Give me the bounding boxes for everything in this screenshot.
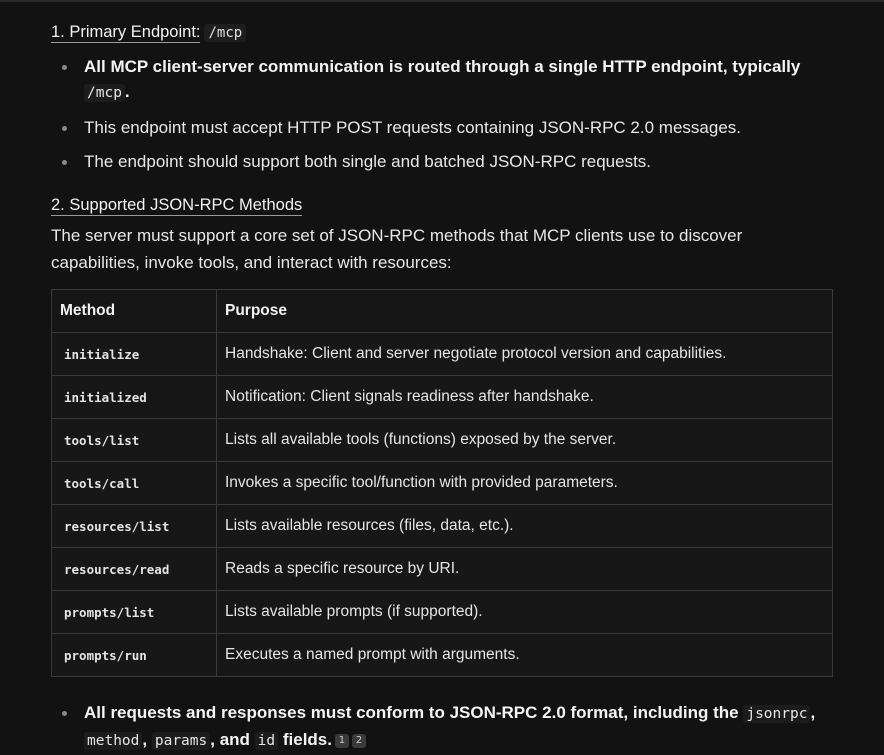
code-jsonrpc: jsonrpc xyxy=(743,705,810,723)
method-cell: prompts/list xyxy=(52,591,217,634)
bullet-text: This endpoint must accept HTTP POST requests containing JSON-RPC 2.0 messages. xyxy=(84,118,741,137)
table-row xyxy=(52,376,833,419)
code-id: id xyxy=(255,732,278,750)
methods-table xyxy=(51,289,833,677)
section-1-bullet-1 xyxy=(51,54,841,106)
method-cell: resources/read xyxy=(52,548,217,591)
purpose-cell: Lists all available tools (functions) exposed by the server. xyxy=(217,419,833,462)
purpose-cell: Notification: Client signals readiness after handshake. xyxy=(217,376,833,419)
method-cell: prompts/run xyxy=(52,634,217,677)
purpose-cell: Executes a named prompt with arguments. xyxy=(217,634,833,677)
method-cell: initialized xyxy=(52,376,217,419)
citation-badge[interactable]: 2 xyxy=(352,734,366,748)
section-1-heading-text: 1. Primary Endpoint: xyxy=(51,23,201,41)
column-header-method: Method xyxy=(52,290,217,333)
method-cell: tools/call xyxy=(52,462,217,505)
table-row xyxy=(52,634,833,677)
section-1-heading-code: /mcp xyxy=(204,24,246,42)
top-divider xyxy=(0,0,884,2)
method-cell: resources/list xyxy=(52,505,217,548)
table-row xyxy=(52,505,833,548)
section-2-intro: The server must support a core set of JSON-RPC methods that MCP clients use to discover capabilities, invoke tools, and interact with resources: xyxy=(51,226,743,272)
purpose-cell: Invokes a specific tool/function with provided parameters. xyxy=(217,462,833,505)
citation-badge[interactable]: 1 xyxy=(335,734,349,748)
separator: , and xyxy=(210,730,250,749)
table-header-row xyxy=(52,290,833,333)
section-1-bullet-list xyxy=(51,54,841,174)
bullet-suffix: . xyxy=(124,82,130,101)
table-row xyxy=(52,419,833,462)
column-header-purpose: Purpose xyxy=(217,290,833,333)
method-cell: tools/list xyxy=(52,419,217,462)
purpose-cell: Handshake: Client and server negotiate protocol version and capabilities. xyxy=(217,333,833,376)
section-1-bullet-3 xyxy=(51,149,841,174)
section-1-bullet-2 xyxy=(51,115,841,140)
table-row xyxy=(52,548,833,591)
section-2-heading-text: 2. Supported JSON-RPC Methods xyxy=(51,196,303,214)
section-1-heading xyxy=(51,21,246,44)
code-params: params xyxy=(152,732,210,750)
section-2-bullet-1 xyxy=(51,700,841,754)
separator: , xyxy=(810,703,816,722)
table-row xyxy=(52,591,833,634)
bullet-text: All MCP client-server communication is routed through a single HTTP endpoint, typically xyxy=(84,57,801,76)
bullet-text: All requests and responses must conform to JSON-RPC 2.0 format, including the xyxy=(84,703,739,722)
separator: , xyxy=(142,730,148,749)
purpose-cell: Reads a specific resource by URI. xyxy=(217,548,833,591)
bullet-text: The endpoint should support both single and batched JSON-RPC requests. xyxy=(84,152,652,171)
method-cell: initialize xyxy=(52,333,217,376)
bullet-code: /mcp xyxy=(84,84,125,102)
purpose-cell: Lists available resources (files, data, etc.). xyxy=(217,505,833,548)
code-method: method xyxy=(84,732,142,750)
section-2-bullet-list xyxy=(51,700,841,754)
table-row xyxy=(52,333,833,376)
purpose-cell: Lists available prompts (if supported). xyxy=(217,591,833,634)
section-2-heading xyxy=(51,194,302,216)
table-row xyxy=(52,462,833,505)
bullet-text-end: fields. xyxy=(282,730,332,749)
